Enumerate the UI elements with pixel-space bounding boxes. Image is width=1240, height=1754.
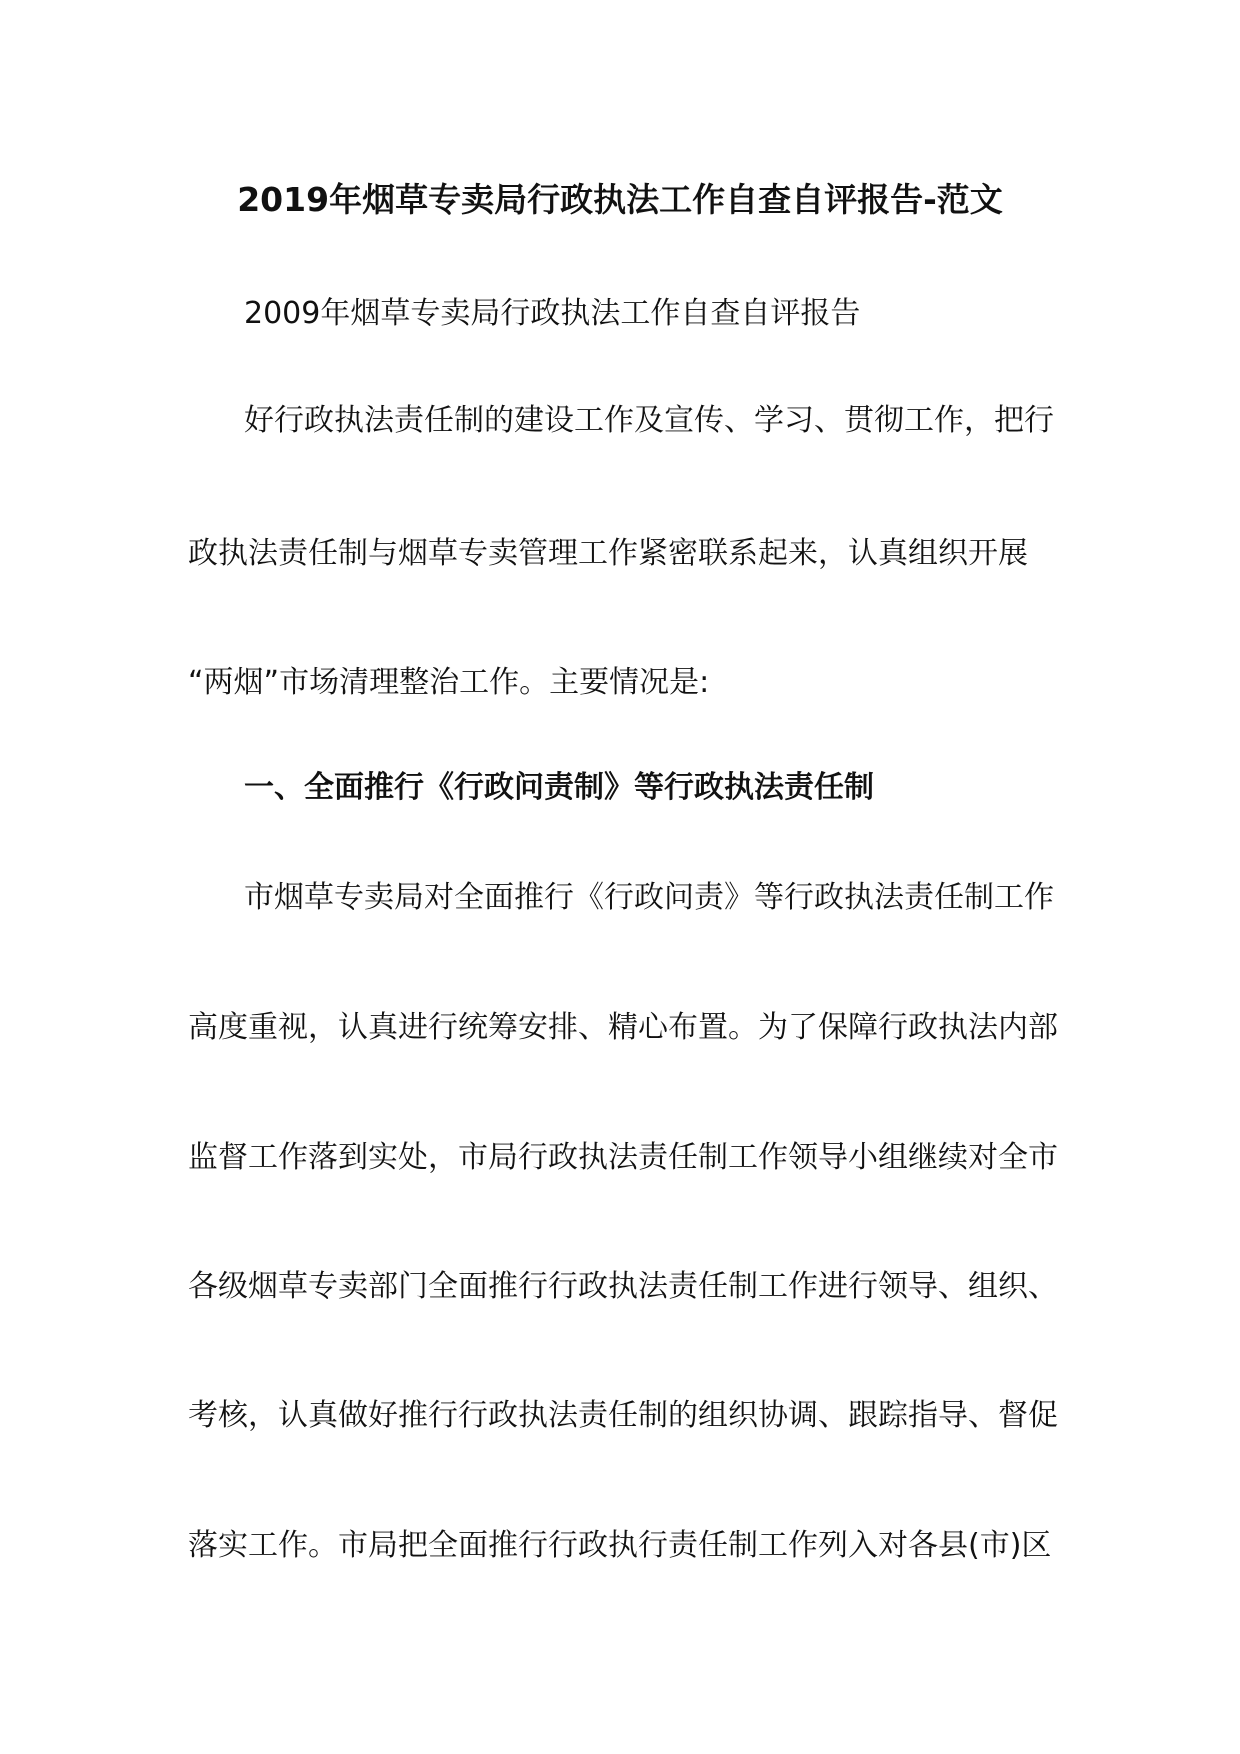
document-subtitle: 2009年烟草专卖局行政执法工作自查自评报告 [244, 296, 861, 331]
paragraph-line: 落实工作。市局把全面推行行政执行责任制工作列入对各县(市)区 [188, 1528, 1052, 1563]
paragraph-line: 政执法责任制与烟草专卖管理工作紧密联系起来，认真组织开展 [188, 536, 1028, 571]
paragraph-line: 高度重视，认真进行统筹安排、精心布置。为了保障行政执法内部 [188, 1010, 1058, 1045]
paragraph-line: 市烟草专卖局对全面推行《行政问责》等行政执法责任制工作 [244, 880, 1054, 915]
paragraph-line: 监督工作落到实处，市局行政执法责任制工作领导小组继续对全市 [188, 1140, 1058, 1175]
section-heading: 一、全面推行《行政问责制》等行政执法责任制 [244, 770, 874, 805]
paragraph-line: 考核，认真做好推行行政执法责任制的组织协调、跟踪指导、督促 [188, 1398, 1058, 1433]
document-title: 2019年烟草专卖局行政执法工作自查自评报告-范文 [237, 180, 1003, 219]
paragraph-line: “两烟”市场清理整治工作。主要情况是: [188, 665, 710, 700]
paragraph-line: 好行政执法责任制的建设工作及宣传、学习、贯彻工作，把行 [244, 403, 1054, 438]
paragraph-line: 各级烟草专卖部门全面推行行政执法责任制工作进行领导、组织、 [188, 1269, 1058, 1304]
